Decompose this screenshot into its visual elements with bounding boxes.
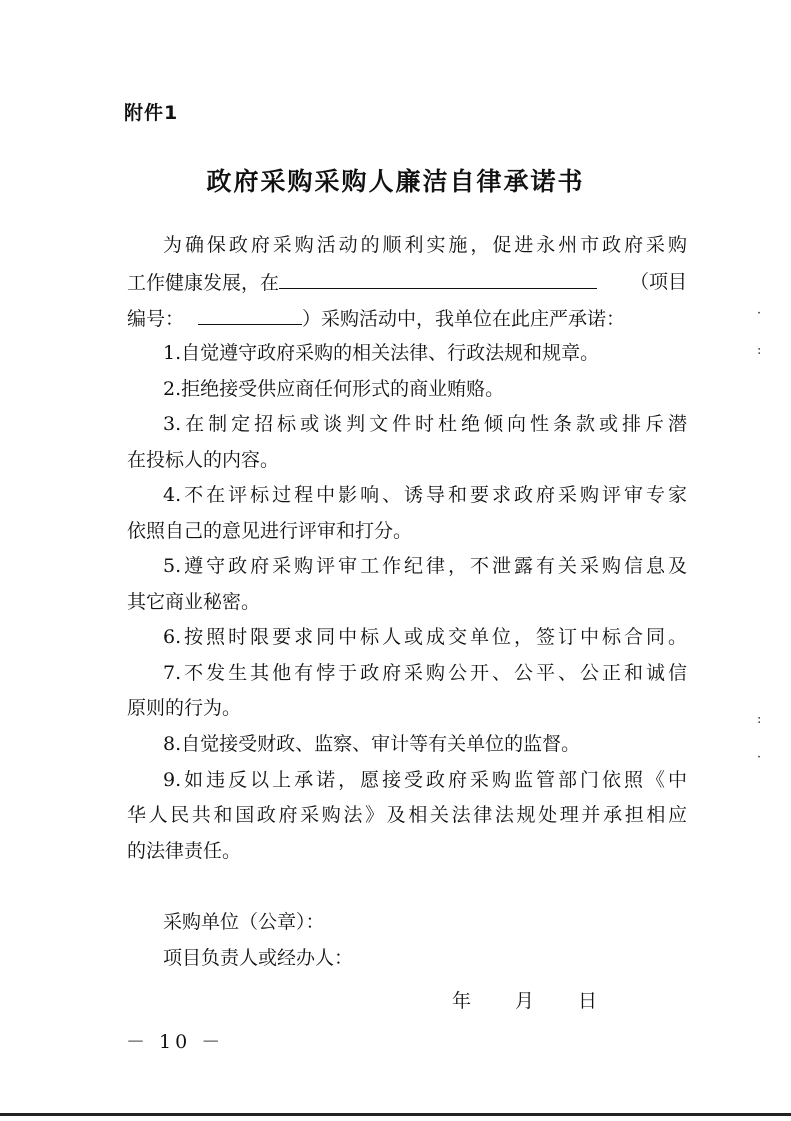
item-4-line-2: 依照自己的意见进行评审和打分。 [127,520,413,542]
page-number: － 10 － [126,1031,225,1053]
item-2: 2.拒绝接受供应商任何形式的商业贿赂。 [163,378,505,400]
date-month: 月 [515,990,535,1012]
item-5-line-1: 5.遵守政府采购评审工作纪律，不泄露有关采购信息及 [163,555,687,577]
item-3-line-2: 在投标人的内容。 [127,449,280,471]
scan-edge-rule [0,1113,791,1116]
item-1: 1.自觉遵守政府采购的相关法律、行政法规和规章。 [163,342,600,364]
intro-line-2 [127,270,687,295]
attachment-label: 附件1 [124,102,179,124]
signature-unit: 采购单位（公章）： [163,911,325,933]
date-year: 年 [452,990,472,1012]
scan-speck: · [757,750,762,765]
intro-line-3-text: 编号： [127,308,185,330]
intro-line-2-text: 工作健康发展，在 [127,272,280,294]
intro-line-3 [127,306,687,331]
item-7-line-1: 7.不发生其他有悖于政府采购公开、公平、公正和诚信 [163,662,687,684]
intro-line-3-tail: ）采购活动中，我单位在此庄严承诺： [302,308,626,330]
item-4-line-1: 4.不在评标过程中影响、诱导和要求政府采购评审专家 [163,484,687,506]
item-9-line-3: 的法律责任。 [127,840,242,862]
project-number-blank [198,306,302,325]
signature-person: 项目负责人或经办人： [163,947,354,969]
item-9-line-2: 华人民共和国政府采购法》及相关法律法规处理并承担相应 [127,804,687,826]
scan-speck: : [757,712,762,727]
project-name-blank [279,270,597,289]
item-9-line-1: 9.如违反以上承诺，愿接受政府采购监管部门依照《中 [163,769,687,791]
date-day: 日 [578,990,598,1012]
item-5-line-2: 其它商业秘密。 [127,591,261,613]
item-3-line-1: 3.在制定招标或谈判文件时杜绝倾向性条款或排斥潜 [163,413,687,435]
scan-speck: : [757,343,762,358]
document-title: 政府采购采购人廉洁自律承诺书 [206,167,585,196]
scan-speck: · [757,306,762,321]
item-7-line-2: 原则的行为。 [127,697,242,719]
intro-line-2-tail: （项目 [629,271,687,293]
item-6: 6.按照时限要求同中标人或成交单位，签订中标合同。 [163,626,687,648]
intro-line-1: 为确保政府采购活动的顺利实施，促进永州市政府采购 [163,234,687,256]
item-8: 8.自觉接受财政、监察、审计等有关单位的监督。 [163,733,581,755]
